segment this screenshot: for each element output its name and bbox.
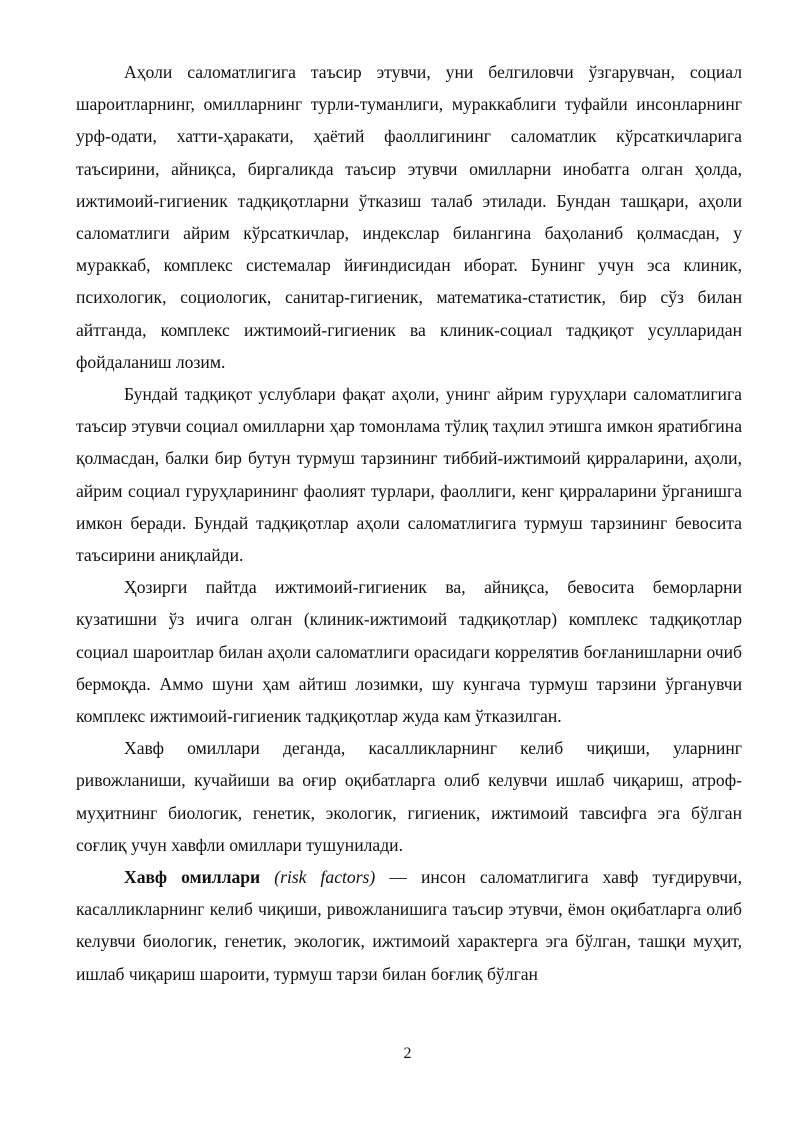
- page-number: 2: [403, 1045, 412, 1062]
- paragraph-3: Ҳозирги пайтда ижтимоий-гигиеник ва, айниқса, бевосита беморларни кузатишни ўз ичига олган (клиник-ижтимоий тадқиқотлар) комплекс тадқиқотлар социал шароитлар билан аҳоли саломатлиги орасидаги коррелятив боғланишларни очиб бермоқда. Аммо шуни ҳам айтиш лозимки, шу кунгача турмуш тарзини ўрганувчи комплекс ижтимоий-гигиеник тадқиқотлар жуда кам ўтказилган.: [76, 577, 742, 727]
- paragraph-1: Аҳоли саломатлигига таъсир этувчи, уни белгиловчи ўзгарувчан, социал шароитларнинг, омилларнинг турли-туманлиги, мураккаблиги туфайли инсонларнинг урф-одати, хатти-ҳаракати, ҳаётий фаоллигининг саломатлик кўрсаткичларига таъсирини, айниқса, биргаликда таъсир этувчи омилларни инобатга олган ҳолда, ижтимоий-гигиеник тадқиқотларни ўтказиш талаб этилади. Бундан ташқари, аҳоли саломатлиги айрим кўрсаткичлар, индекслар билангина баҳоланиб қолмасдан, у мураккаб, комплекс системалар йиғиндисидан иборат. Бунинг учун эса клиник, психологик, социологик, санитар-гигиеник, математика-статистик, бир сўз билан айтганда, комплекс ижтимоий-гигиеник ва клиник-социал тадқиқот усулларидан фойдаланиш лозим.: [76, 62, 742, 372]
- paragraph-2: Бундай тадқиқот услублари фақат аҳоли, унинг айрим гуруҳлари саломатлигига таъсир этувчи социал омилларни ҳар томонлама тўлиқ таҳлил этишга имкон яратибгина қолмасдан, балки бир бутун турмуш тарзининг тиббий-ижтимоий қирраларини, аҳоли, айрим социал гуруҳларининг фаолият турлари, фаоллиги, кенг қирраларини ўрганишга имкон беради. Бундай тадқиқотлар аҳоли саломатлигига турмуш тарзининг бевосита таъсирини аниқлайди.: [76, 384, 742, 566]
- paragraph-definition: [76, 861, 742, 990]
- definition-latin: (risk factors): [274, 867, 376, 888]
- document-page: [76, 56, 742, 990]
- paragraph-4: Хавф омиллари деганда, касалликларнинг келиб чиқиши, уларнинг ривожланиши, кучайиши ва оғир оқибатларга олиб келувчи ишлаб чиқариш, атроф-муҳитнинг биологик, генетик, экологик, гигиеник, ижтимоий тавсифга эга бўлган соғлиқ учун хавфли омиллари тушунилади.: [76, 738, 742, 855]
- definition-term: Хавф омиллари: [124, 867, 261, 888]
- definition-text: — инсон саломатлигига хавф туғдирувчи, касалликларнинг келиб чиқиши, ривожланишига таъсир этувчи, ёмон оқибатларга олиб келувчи биологик, генетик, экологик, ижтимоий характерга эга бўлган, ташқи муҳит, ишлаб чиқариш шароити, турмуш тарзи билан боғлиқ бўлган: [76, 867, 742, 984]
